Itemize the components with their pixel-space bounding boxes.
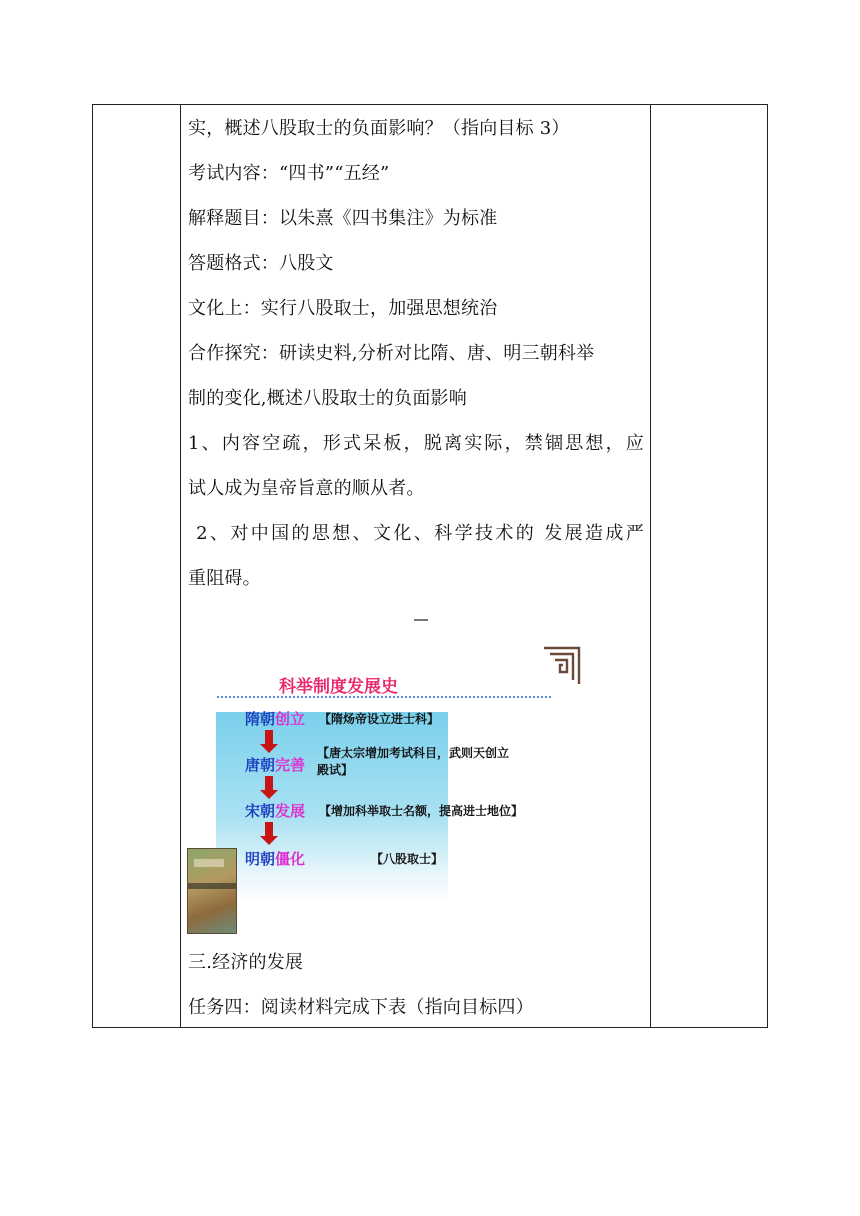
fret-ornament-icon — [543, 644, 581, 686]
stage-song: 宋朝发展 — [245, 802, 306, 820]
textbook-cover-image — [187, 848, 237, 934]
text-line: 重阻碍。 — [188, 568, 261, 589]
stage-sui: 隋朝创立 — [245, 710, 306, 728]
text-line: 答题格式：八股文 — [188, 253, 334, 274]
text-line: 实，概述八股取士的负面影响？（指向目标 3） — [188, 118, 570, 139]
down-arrow-icon — [265, 776, 273, 790]
stage-note: 【增加科举取士名额，提高进士地位】 — [319, 804, 524, 818]
stage-note: 【八股取士】 — [371, 852, 444, 866]
task-line: 任务四：阅读材料完成下表（指向目标四） — [188, 997, 534, 1018]
text-line: 合作探究：研读史料,分析对比隋、唐、明三朝科举 — [188, 343, 595, 364]
keju-history-figure — [187, 612, 607, 934]
stage-ming: 明朝僵化 — [245, 850, 306, 868]
stage-note: 【隋炀帝设立进士科】 — [319, 712, 440, 726]
text-line: 制的变化,概述八股取士的负面影响 — [188, 388, 467, 409]
decorative-dash — [414, 619, 428, 621]
text-line: 2、对中国的思想、文化、科学技术的 发展造成严 — [188, 523, 644, 544]
column-divider-left — [180, 105, 181, 1027]
dotted-rule — [217, 696, 551, 698]
stage-note: 【唐太宗增加考试科目，武则天创立 — [317, 746, 510, 760]
section-heading: 三.经济的发展 — [188, 952, 304, 973]
column-divider-right — [650, 105, 651, 1027]
stage-note-cont: 殿试】 — [317, 763, 354, 777]
text-line: 试人成为皇帝旨意的顺从者。 — [188, 478, 425, 499]
figure-title: 科举制度发展史 — [279, 677, 398, 697]
text-line: 文化上：实行八股取士，加强思想统治 — [188, 298, 498, 319]
text-line: 1、内容空疏，形式呆板，脱离实际，禁锢思想，应 — [188, 433, 644, 454]
text-line: 考试内容：“四书”“五经” — [188, 163, 390, 184]
text-line: 解释题目：以朱熹《四书集注》为标准 — [188, 208, 498, 229]
down-arrow-icon — [265, 730, 273, 744]
down-arrow-icon — [265, 822, 273, 836]
stage-tang: 唐朝完善 — [245, 756, 306, 774]
